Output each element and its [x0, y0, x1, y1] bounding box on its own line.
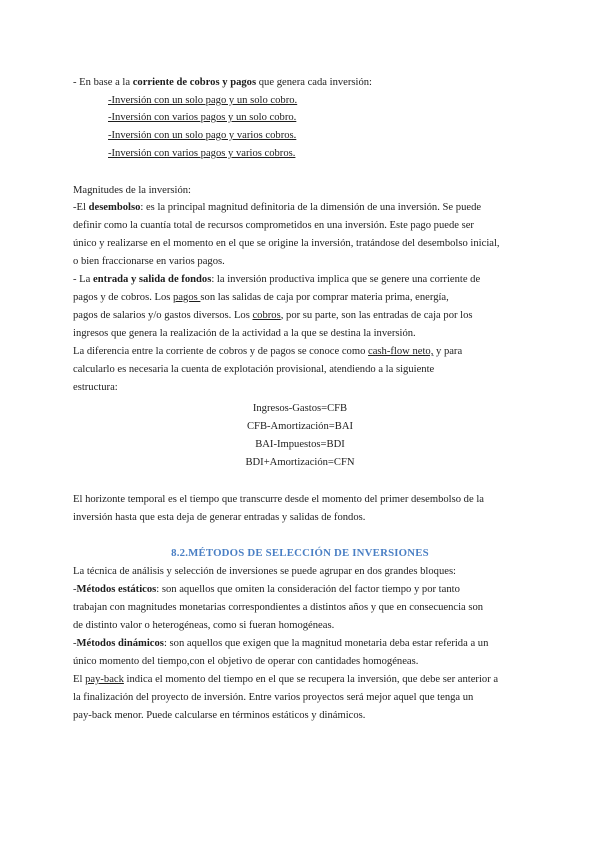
desembolso-line-2: definir como la cuantía total de recursos comprometidos en una inversión. Este pago puede ser	[73, 220, 474, 231]
payback-line-2: la finalización del proyecto de inversión. Entre varios proyectos será mejor aquel que tenga un	[73, 692, 474, 703]
horizonte-line-2: inversión hasta que esta deja de generar entradas y salidas de fondos.	[73, 512, 366, 523]
flujos-line-1-rest: : la inversión productiva implica que se genere una corriente de	[211, 274, 481, 285]
estaticos-line-3: de distinto valor o heterogéneas, como si fueran homogéneas.	[73, 620, 335, 631]
investment-type-2: -Inversión con varios pagos y un solo cobro.	[108, 112, 297, 123]
flujos-line-4: ingresos que genera la realización de la actividad a la que se destina la inversión.	[73, 328, 416, 339]
desembolso-line-3: único y realizarse en el momento en el que se origine la inversión, tratándose del desembolso inicial,	[73, 238, 500, 249]
investment-type-1: -Inversión con un solo pago y un solo cobro.	[108, 95, 298, 106]
formula-4: BDI+Amortización=CFN	[245, 457, 355, 468]
formula-3: BAI-Impuestos=BDI	[255, 439, 345, 450]
flujos-line-5	[73, 345, 462, 358]
estaticos-line-2: trabajan con magnitudes monetarias correspondientes a distintos años y que en consecuencia son	[73, 602, 484, 613]
desembolso-term: desembolso	[88, 202, 141, 213]
flujos-line-7: estructura:	[73, 382, 118, 393]
estaticos-prefix: -	[73, 584, 77, 595]
payback-line-1-rest: indica el momento del tiempo en el que se recupera la inversión, que debe ser anterior a	[123, 674, 499, 685]
flujos-line-5-b: y para	[433, 346, 463, 357]
flujos-line-3-a: pagos de salarios y/o gastos diversos. Los	[73, 310, 253, 321]
investment-type-4: -Inversión con varios pagos y varios cobros.	[108, 148, 296, 159]
formula-2: CFB-Amortización=BAI	[246, 421, 353, 432]
intro-suffix: que genera cada inversión:	[256, 77, 372, 88]
desembolso-line-4: o bien fraccionarse en varios pagos.	[73, 256, 225, 267]
desembolso-prefix: -El	[73, 202, 89, 213]
estaticos-line-1-rest: : son aquellos que omiten la consideración del factor tiempo y por tanto	[156, 584, 460, 595]
estaticos-line-1	[73, 583, 460, 596]
section-heading: 8.2.MÉTODOS DE SELECCIÓN DE INVERSIONES	[171, 547, 429, 559]
flujos-prefix: - La	[73, 274, 93, 285]
cash-flow-term: cash-flow neto,	[368, 346, 434, 357]
cobros-term: cobros	[252, 310, 281, 321]
dinamicos-line-1	[73, 637, 488, 650]
flujos-line-1	[73, 273, 480, 286]
desembolso-line-1-rest: : es la principal magnitud definitoria de la dimensión de una inversión. Se puede	[140, 202, 482, 213]
desembolso-line-1	[73, 201, 481, 214]
classification-intro	[73, 76, 372, 89]
flujos-line-6: calcularlo es necesaria la cuenta de explotación provisional, atendiendo a la siguiente	[73, 364, 435, 375]
dinamicos-line-2: único momento del tiempo,con el objetivo de operar con cantidades homogéneas.	[73, 656, 419, 667]
flujos-line-2-a: pagos y de cobros. Los	[73, 292, 174, 303]
section-intro: La técnica de análisis y selección de inversiones se puede agrupar en dos grandes bloques:	[73, 566, 457, 577]
dinamicos-prefix: -	[73, 638, 77, 649]
dinamicos-term: Métodos dinámicos	[76, 638, 164, 649]
payback-term: pay-back	[85, 674, 124, 685]
magnitudes-title: Magnitudes de la inversión:	[73, 185, 191, 196]
payback-line-3: pay-back menor. Puede calcularse en términos estáticos y dinámicos.	[73, 710, 366, 721]
dinamicos-line-1-rest: : son aquellos que exigen que la magnitud monetaria deba estar referida a un	[163, 638, 489, 649]
intro-prefix: - En base a la	[73, 77, 133, 88]
payback-prefix: El	[73, 674, 86, 685]
flujos-line-5-a: La diferencia entre la corriente de cobros y de pagos se conoce como	[73, 346, 369, 357]
pagos-term: pagos	[173, 292, 201, 303]
flujos-line-3	[73, 309, 473, 322]
flujos-line-3-b: , por su parte, son las entradas de caja por los	[280, 310, 473, 321]
horizonte-line-1: El horizonte temporal es el tiempo que transcurre desde el momento del primer desembolso de la	[73, 494, 484, 505]
estaticos-term: Métodos estáticos	[76, 584, 157, 595]
investment-type-3: -Inversión con un solo pago y varios cobros.	[108, 130, 297, 141]
flujos-term: entrada y salida de fondos	[93, 274, 212, 285]
flujos-line-2	[73, 291, 449, 304]
intro-bold-term: corriente de cobros y pagos	[132, 77, 257, 88]
flujos-line-2-b: son las salidas de caja por comprar materia prima, energía,	[200, 292, 449, 303]
payback-line-1	[73, 673, 498, 686]
formula-1: Ingresos-Gastos=CFB	[252, 403, 348, 414]
